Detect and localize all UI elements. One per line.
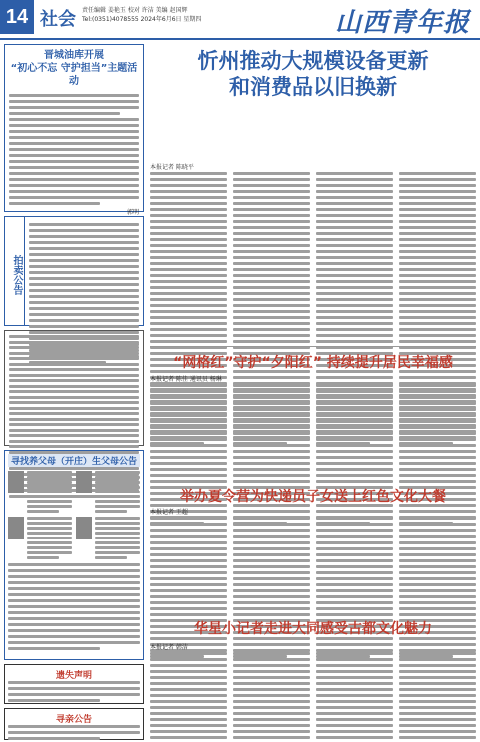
lost-declaration <box>4 664 144 704</box>
person-photo <box>8 517 24 539</box>
event-body <box>9 94 139 205</box>
find-relatives-notice <box>4 708 144 740</box>
lost-title: 遗失声明 <box>55 671 92 681</box>
article4-byline: 本报记者 韩洁 <box>150 644 188 651</box>
person-photo <box>76 517 92 539</box>
lead-headline-line1: 忻州推动大规模设备更新 <box>197 49 429 73</box>
person-entry <box>76 517 140 559</box>
article2-headline: “网格红”守护“夕阳红” 持续提升居民幸福感 <box>173 355 453 371</box>
auction-notice <box>4 216 144 326</box>
article3-headline: 举办夏令营为快递员子女送上红色文化大餐 <box>180 489 446 505</box>
article3-byline: 本报记者 王超 <box>150 509 188 516</box>
seek-parents-notice <box>4 450 144 660</box>
person-photo <box>76 471 92 493</box>
main-content <box>150 44 476 740</box>
lead-headline <box>150 48 476 100</box>
lead-headline-line2: 和消费品以旧换新 <box>229 75 397 99</box>
article2-byline: 本报记者 陈佳 通讯员 杨琳 <box>150 376 222 383</box>
section-name: 社会 <box>40 9 76 30</box>
find-title: 寻亲公告 <box>55 715 92 725</box>
event-title-1: 晋城油库开展 <box>44 50 104 61</box>
article4-headline: 华星小记者走进大同感受古都文化魅力 <box>194 621 432 637</box>
person-entry <box>8 517 72 559</box>
page-number: 14 <box>0 0 34 34</box>
event-signature: 郭明 <box>126 209 139 216</box>
article4-body <box>150 652 476 742</box>
page-header <box>0 0 480 40</box>
person-entry <box>76 471 140 513</box>
seek-title: 寻找养父母（开庄）生父母公告 <box>8 454 140 467</box>
event-title-2: “初心不忘 守护担当”主题活动 <box>10 63 138 87</box>
header-meta-line2: Tel:(0351)4078555 2024年6月6日 星期四 <box>82 16 202 23</box>
left-column <box>4 44 144 740</box>
newspaper-logo: 山西青年报 <box>334 8 470 38</box>
person-photo <box>8 471 24 493</box>
person-entry <box>8 471 72 513</box>
header-meta-line1: 责任编辑 姜艳玉 校对 许洁 美编 赵国辉 <box>82 7 188 14</box>
event-box <box>4 44 144 216</box>
auction-notice-tag: 拍卖公告 <box>5 217 25 325</box>
header-meta <box>82 6 282 24</box>
lead-byline: 本报记者 陈晓平 <box>150 164 194 171</box>
company-announcement <box>4 330 144 446</box>
section-divider <box>150 346 476 347</box>
